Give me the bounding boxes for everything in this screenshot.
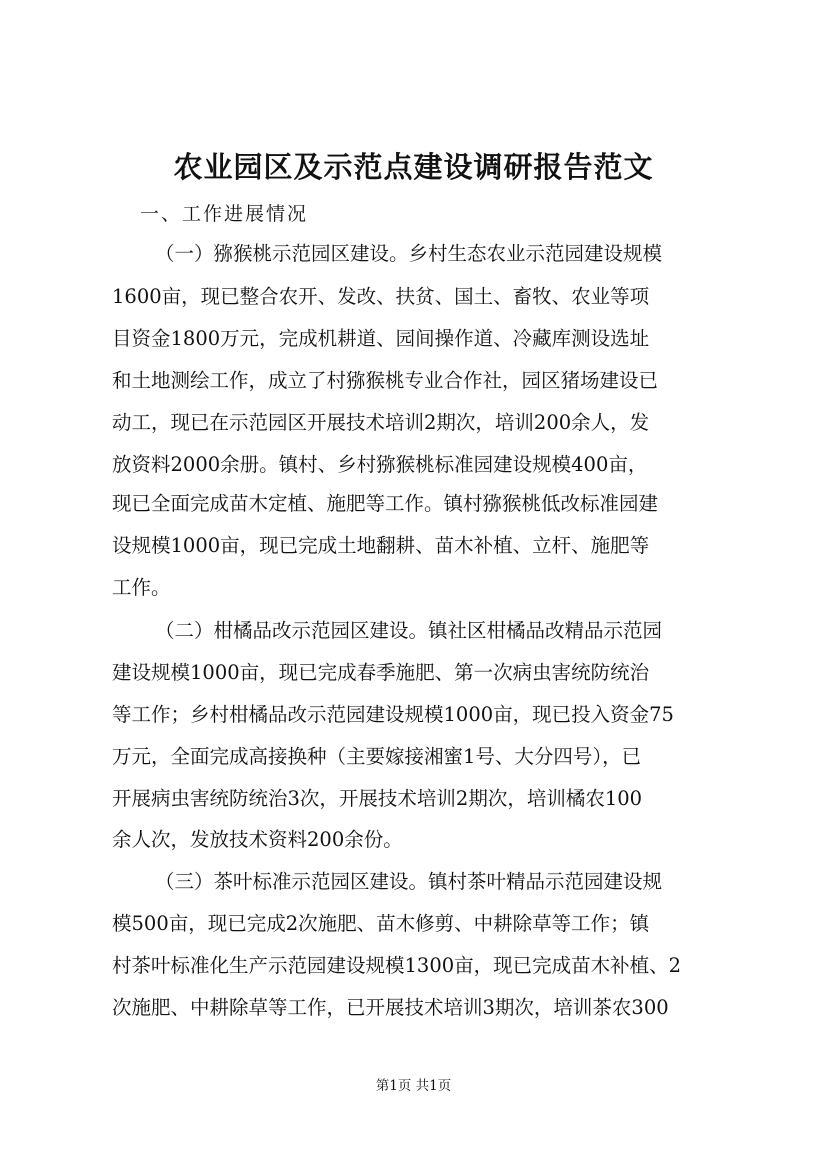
paragraph-line: （三）茶叶标准示范园区建设。镇村茶叶精品示范园建设规 bbox=[155, 870, 663, 893]
paragraph-line: 余人次，发放技术资料200余份。 bbox=[112, 828, 403, 851]
page-number-footer: 第1页 共1页 bbox=[375, 1078, 452, 1094]
section-heading: 一、工作进展情况 bbox=[140, 203, 309, 225]
paragraph-line: 1600亩，现已整合农开、发改、扶贫、国土、畜牧、农业等项 bbox=[112, 285, 650, 308]
paragraph-line: 开展病虫害统防统治3次，开展技术培训2期次，培训橘农100 bbox=[112, 787, 643, 810]
paragraph-line: 现已全面完成苗木定植、施肥等工作。镇村猕猴桃低改标准园建 bbox=[112, 492, 659, 515]
paragraph-line: 设规模1000亩，现已完成土地翻耕、苗木补植、立杆、施肥等 bbox=[112, 534, 650, 557]
paragraph-line: 次施肥、中耕除草等工作，已开展技术培训3期次，培训茶农300 bbox=[112, 996, 669, 1019]
paragraph-line: 放资料2000余册。镇村、乡村猕猴桃标准园建设规模400亩， bbox=[112, 453, 648, 476]
paragraph-line: 等工作；乡村柑橘品改示范园建设规模1000亩，现已投入资金75 bbox=[112, 703, 674, 726]
paragraph-line: 模500亩，现已完成2次施肥、苗木修剪、中耕除草等工作；镇 bbox=[112, 912, 650, 935]
paragraph-line: 和土地测绘工作，成立了村猕猴桃专业合作社，园区猪场建设已 bbox=[112, 369, 659, 392]
paragraph-line: （一）猕猴桃示范园区建设。乡村生态农业示范园建设规模 bbox=[155, 242, 663, 265]
paragraph-line: 工作。 bbox=[112, 576, 171, 599]
paragraph-line: 村茶叶标准化生产示范园建设规模1300亩，现已完成苗木补植、2 bbox=[112, 954, 682, 977]
paragraph-line: 建设规模1000亩，现已完成春季施肥、第一次病虫害统防统治 bbox=[112, 661, 650, 684]
paragraph-line: 目资金1800万元，完成机耕道、园间操作道、冷藏库测设选址 bbox=[112, 327, 650, 350]
document-title: 农业园区及示范点建设调研报告范文 bbox=[173, 150, 654, 184]
paragraph-line: 万元，全面完成高接换种（主要嫁接湘蜜1号、大分四号），已 bbox=[112, 745, 642, 768]
paragraph-line: （二）柑橘品改示范园区建设。镇社区柑橘品改精品示范园 bbox=[155, 619, 663, 642]
paragraph-line: 动工，现已在示范园区开展技术培训2期次，培训200余人，发 bbox=[112, 411, 650, 434]
